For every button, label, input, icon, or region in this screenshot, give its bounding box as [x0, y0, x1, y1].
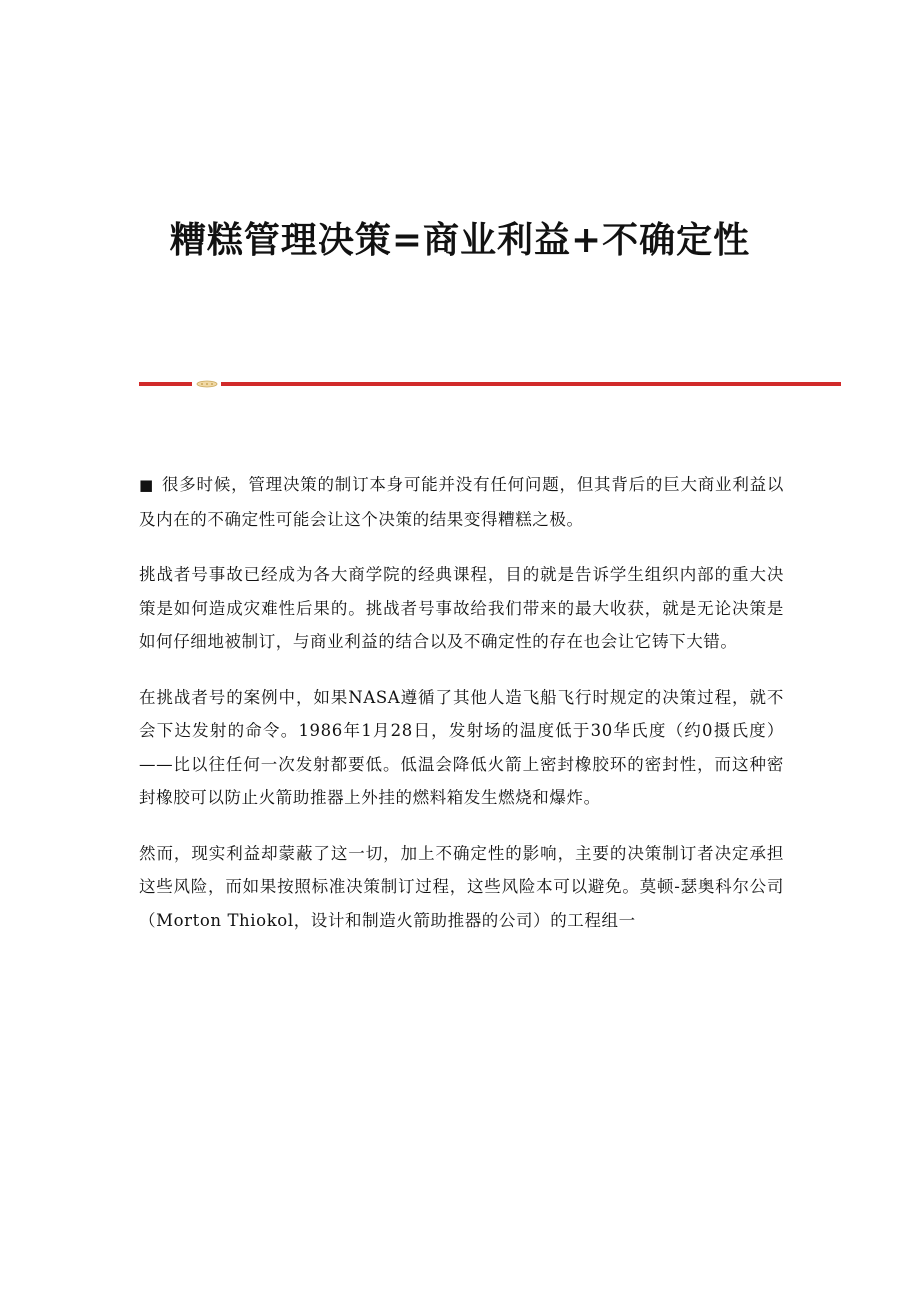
article-body — [139, 468, 784, 959]
divider-bar-right — [221, 382, 841, 386]
paragraph: 在挑战者号的案例中，如果NASA遵循了其他人造飞船飞行时规定的决策过程，就不会下达发射的命令。1986年1月28日，发射场的温度低于30华氏度（约0摄氏度）——比以往任何一次发射都要低。低温会降低火箭上密封橡胶环的密封性，而这种密封橡胶可以防止火箭助推器上外挂的燃料箱发生燃烧和爆炸。 — [139, 687, 784, 807]
paragraph: 然而，现实利益却蒙蔽了这一切，加上不确定性的影响，主要的决策制订者决定承担这些风险，而如果按照标准决策制订过程，这些风险本可以避免。莫顿-瑟奥科尔公司（Morton Thiokol，设计和制造火箭助推器的公司）的工程组一 — [139, 843, 784, 930]
square-bullet-icon: ■ — [139, 476, 154, 494]
divider-ornament-icon — [196, 380, 218, 388]
title-divider — [139, 380, 841, 388]
divider-bar-left — [139, 382, 192, 386]
paragraph-intro-text: 很多时候，管理决策的制订本身可能并没有任何问题，但其背后的巨大商业利益以及内在的不确定性可能会让这个决策的结果变得糟糕之极。 — [139, 475, 784, 529]
paragraph-intro — [139, 468, 784, 536]
page-title: 糟糕管理决策=商业利益+不确定性 — [169, 219, 751, 261]
paragraph: 挑战者号事故已经成为各大商学院的经典课程，目的就是告诉学生组织内部的重大决策是如何造成灾难性后果的。挑战者号事故给我们带来的最大收获，就是无论决策是如何仔细地被制订，与商业利益的结合以及不确定性的存在也会让它铸下大错。 — [139, 565, 784, 651]
